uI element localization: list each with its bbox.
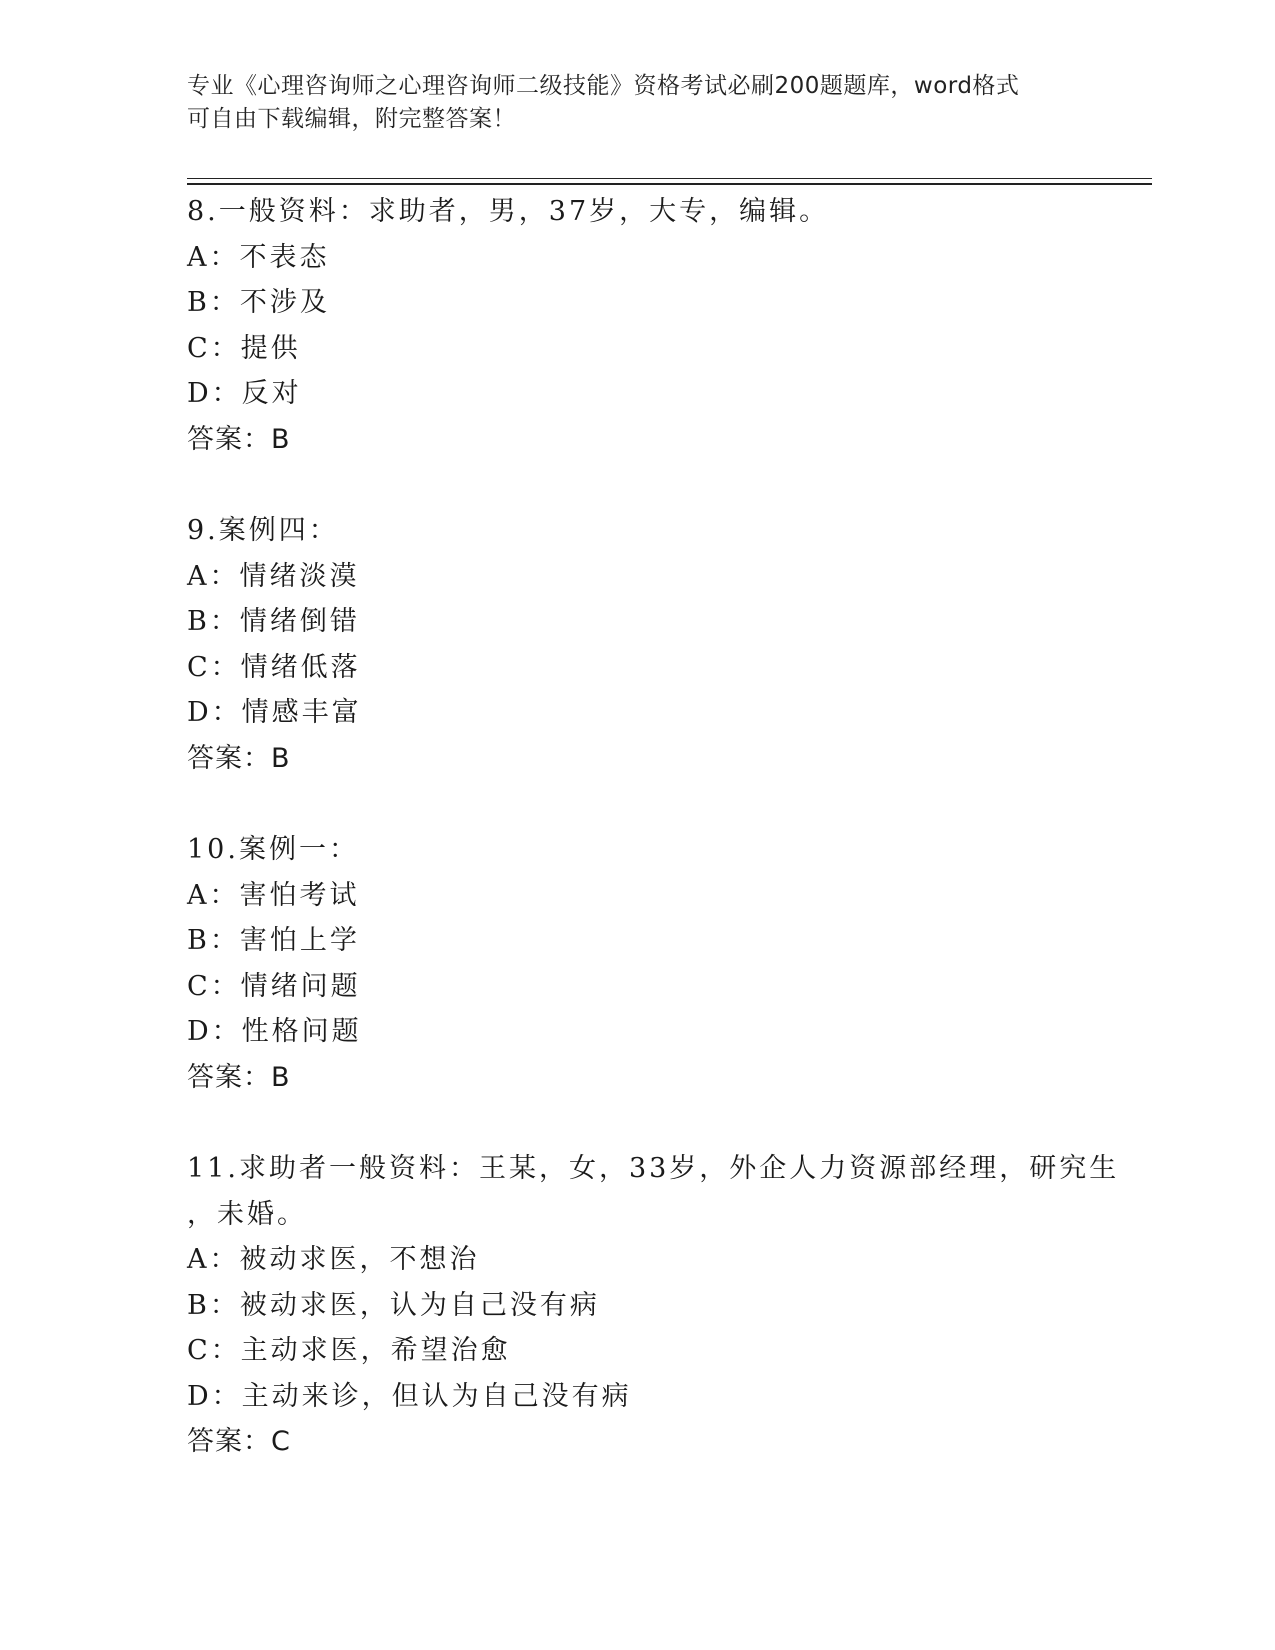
question-stem: 11.求助者一般资料：王某，女，33岁，外企人力资源部经理，研究生 — [187, 1153, 1120, 1184]
question-block — [187, 1146, 1120, 1465]
header-divider-thin — [187, 178, 1152, 179]
question-stem: 10.案例一： — [187, 834, 359, 865]
header-title-line-1: 专业《心理咨询师之心理咨询师二级技能》资格考试必刷200题题库，word格式 — [187, 73, 1020, 99]
option-c: C：情绪问题 — [187, 970, 361, 1002]
option-a: A：害怕考试 — [187, 879, 360, 911]
option-b: B：不涉及 — [187, 287, 330, 318]
option-d: D：主动来诊，但认为自己没有病 — [187, 1380, 632, 1412]
answer-label: 答案：C — [187, 1426, 291, 1457]
answer-label: 答案：B — [187, 423, 291, 455]
option-b: B：被动求医，认为自己没有病 — [187, 1289, 600, 1321]
answer-label: 答案：B — [187, 1061, 291, 1093]
question-block — [187, 508, 1087, 781]
question-stem: 8.一般资料：求助者，男，37岁，大专，编辑。 — [187, 196, 830, 227]
answer-label: 答案：B — [187, 742, 291, 774]
option-a: A：不表态 — [187, 241, 330, 273]
document-header — [187, 70, 1087, 136]
option-c: C：情绪低落 — [187, 651, 361, 683]
question-block — [187, 827, 1087, 1100]
option-d: D：性格问题 — [187, 1016, 362, 1047]
question-stem-continued: ，未婚。 — [187, 1198, 307, 1230]
option-b: B：害怕上学 — [187, 925, 360, 956]
option-d: D：反对 — [187, 378, 302, 409]
header-title-line-2: 可自由下载编辑，附完整答案！ — [187, 106, 516, 132]
option-c: C：提供 — [187, 332, 301, 364]
option-a: A：被动求医，不想治 — [187, 1244, 480, 1275]
question-list — [187, 189, 1120, 1465]
option-a: A：情绪淡漠 — [187, 560, 360, 592]
option-c: C：主动求医，希望治愈 — [187, 1335, 511, 1366]
question-stem: 9.案例四： — [187, 515, 339, 546]
question-block — [187, 189, 1087, 462]
option-d: D：情感丰富 — [187, 697, 362, 728]
option-b: B：情绪倒错 — [187, 606, 360, 637]
header-divider-thick — [187, 183, 1152, 185]
